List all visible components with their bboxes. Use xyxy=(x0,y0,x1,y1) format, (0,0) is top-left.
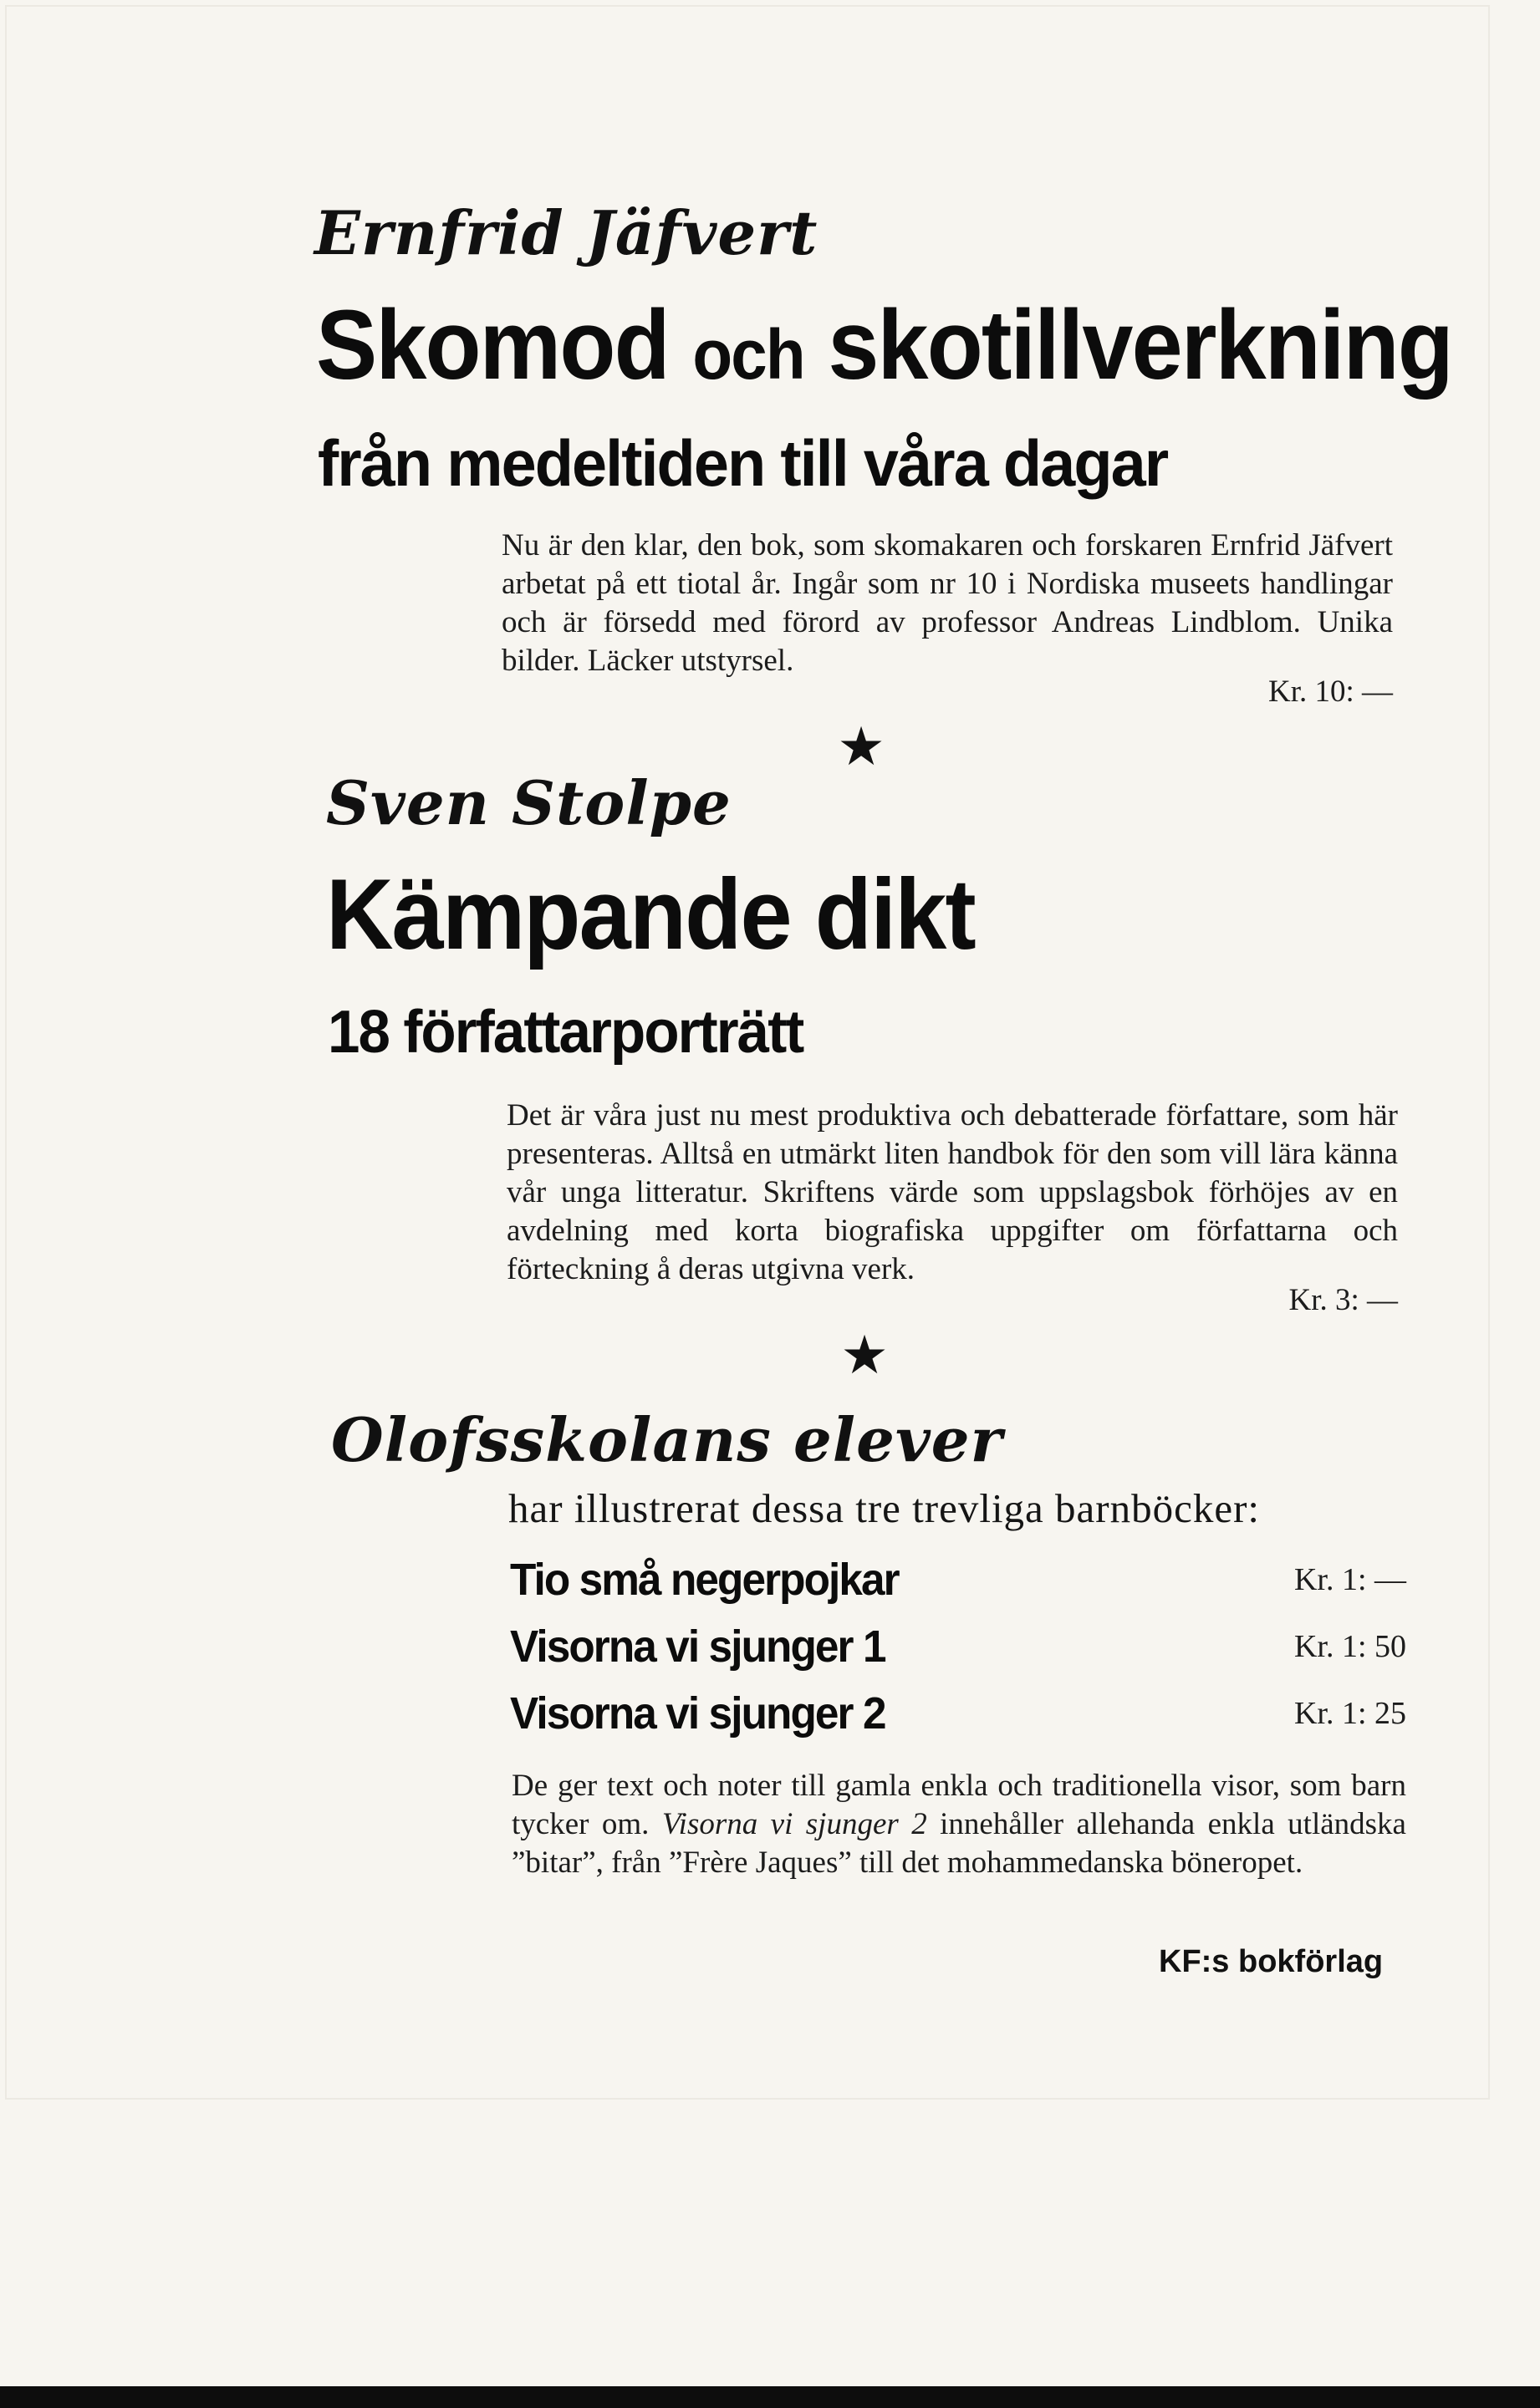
intro-text: har illustrerat dessa tre trevliga barnböcker: xyxy=(508,1485,1261,1531)
description-italic-title: Visorna vi sjunger 2 xyxy=(661,1807,927,1841)
author-name: Ernfrid Jäfvert xyxy=(314,197,818,268)
book-list-title: Visorna vi sjunger 1 xyxy=(510,1621,885,1672)
title-conjunction: och xyxy=(692,315,804,394)
author-name: Sven Stolpe xyxy=(326,767,732,838)
book-description: Det är våra just nu mest produktiva och debatterade författare, som här presenteras. Alltså en utmärkt liten handbok för den som vill lära känna vår unga litteratur. Skriftens värde som uppslagsbok förhöjes av en avdelning med korta biografiska uppgifter om författarna och förteckning å deras utgivna verk. xyxy=(507,1098,1398,1286)
star-divider-icon: ★ xyxy=(837,717,885,776)
publisher-name: KF:s bokförlag xyxy=(1159,1944,1384,1979)
title-part: skotillverkning xyxy=(828,290,1452,400)
author-name: Olofsskolans elever xyxy=(331,1404,1003,1475)
title-part: Skomod xyxy=(316,290,669,400)
bottom-border xyxy=(0,2386,1540,2408)
book-title: Kämpande dikt xyxy=(326,858,975,970)
book-subtitle: från medeltiden till våra dagar xyxy=(318,426,1168,500)
book-list-title: Tio små negerpojkar xyxy=(510,1555,899,1605)
price-label: Kr. 1: — xyxy=(1293,1562,1406,1597)
book-subtitle: 18 författarporträtt xyxy=(328,999,803,1066)
description-text: innehåller allehanda enkla utländska ”bitar”, från ”Frère Jaques” till det mohammedanska böneropet. xyxy=(512,1807,1406,1880)
price-label: Kr. 1: 25 xyxy=(1293,1696,1406,1731)
price-label: Kr. 10: — xyxy=(1267,675,1393,709)
price-label: Kr. 3: — xyxy=(1288,1283,1398,1317)
book-list-title: Visorna vi sjunger 2 xyxy=(510,1688,885,1739)
star-divider-icon: ★ xyxy=(840,1326,889,1385)
book-description xyxy=(512,1767,1406,1882)
book-description: Nu är den klar, den bok, som skomakaren och forskaren Ernfrid Jäfvert arbetat på ett tiotal år. Ingår som nr 10 i Nordiska museets handlingar och är försedd med förord av professor Andreas Lindblom. Unika bilder. Läcker utstyrsel. xyxy=(502,528,1393,678)
description-text: De ger text och noter till gamla enkla och traditionella visor, som barn tycker om. xyxy=(512,1769,1406,1841)
price-label: Kr. 1: 50 xyxy=(1293,1629,1406,1664)
book-title xyxy=(316,291,1452,409)
